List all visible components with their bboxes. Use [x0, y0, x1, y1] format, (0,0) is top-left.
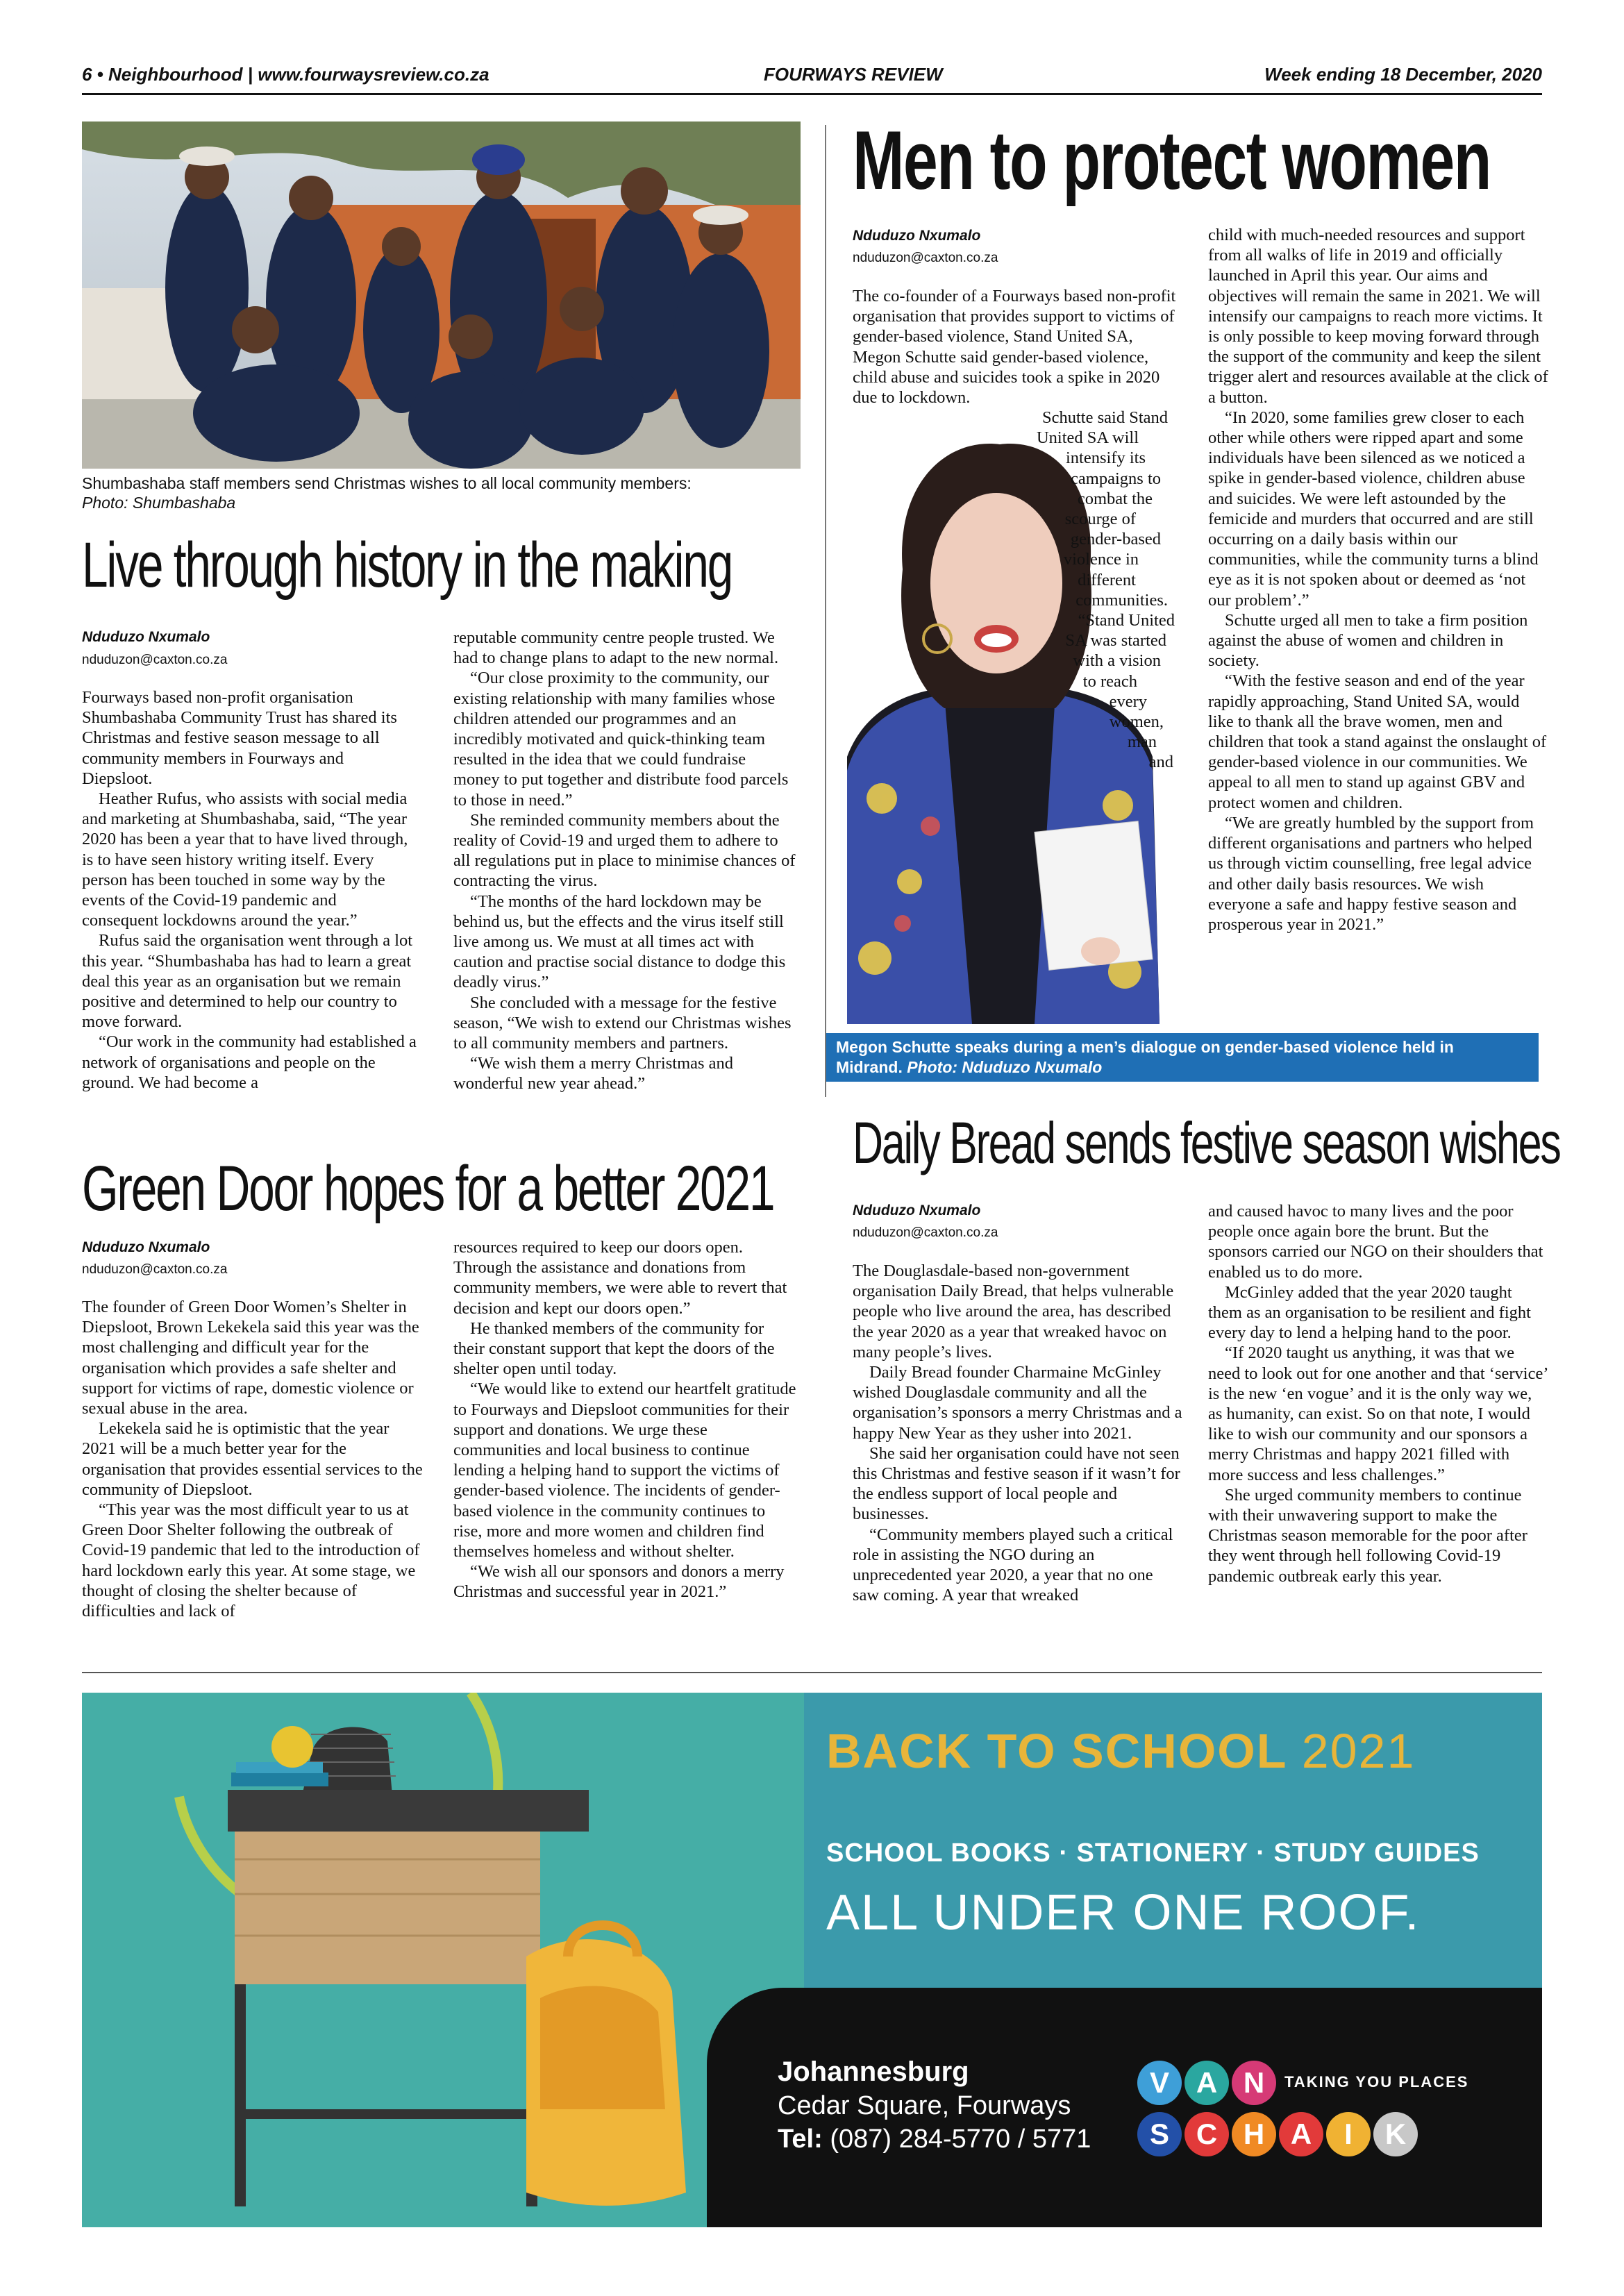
article3-wrap-text — [903, 408, 1180, 773]
wrap-line: combat the — [1077, 489, 1153, 508]
ad-tagline: ALL UNDER ONE ROOF. — [826, 1885, 1421, 1941]
logo-letter-a: A — [1184, 2061, 1229, 2105]
ad-phone — [778, 2125, 1091, 2154]
paragraph: Rufus said the organisation went through a lot this year. “Shumbashaba has had to learn a great deal this year as an organisation but we remain positive and determined to help our country to move forward. — [82, 931, 413, 1032]
paragraph: “Community members played such a critical role in assisting the NGO during an unprecedented year 2020, a year that no one saw coming. A year that wreaked — [853, 1525, 1173, 1605]
paragraph: Heather Rufus, who assists with social media and marketing at Shumbashaba, said, “The year 2020 has been a year that to have lived through, is to have seen history writing itself. Every person has been touched in some way by the events of the Covid-19 pandemic and consequent lockdowns around the year.” — [82, 789, 408, 930]
shumbashaba-group-photo — [82, 121, 801, 469]
paragraph: “This year was the most difficult year to us at Green Door Shelter following the outbreak of Covid-19 pandemic that led to the introduction of hard lockdown early this year. At some stage, we thought of closing the shelter because of difficulties and lack of — [82, 1500, 420, 1621]
page-header-center: FOURWAYS REVIEW — [764, 64, 943, 85]
paragraph: “We wish all our sponsors and donors a merry Christmas and successful year in 2021.” — [453, 1562, 785, 1602]
header-rule — [82, 93, 1542, 95]
ad-phone-number: (087) 284-5770 / 5771 — [830, 2125, 1091, 2154]
paragraph: He thanked members of the community for their constant support that kept the doors of the shelter open until today. — [453, 1318, 775, 1379]
paragraph: She concluded with a message for the festive season, “We wish to extend our Christmas wishes to all community members and partners. — [453, 993, 792, 1053]
ad-subtitle: SCHOOL BOOKS · STATIONERY · STUDY GUIDES — [826, 1838, 1480, 1868]
article2-byline: Nduduzo Nxumalo — [82, 1239, 210, 1255]
article1-column-2 — [453, 628, 796, 1094]
paragraph: “Our work in the community had established a network of organisations and people on the ground. We had become a — [82, 1032, 417, 1092]
wrap-line: campaigns to — [1071, 469, 1161, 488]
paragraph: Daily Bread founder Charmaine McGinley wished Douglasdale community and all the organisation’s sponsors a merry Christmas and a happy New Year as they usher into 2021. — [853, 1363, 1182, 1443]
article2-headline: Green Door hopes for a better 2021 — [82, 1153, 774, 1224]
paragraph: The co-founder of a Fourways based non-profit organisation that provides support to victims of gender-based violence, Stand United SA, Megon Schutte said gender-based violence, child abuse and suicides took a spike in 2020 due to lockdown. — [853, 287, 1176, 408]
wrap-line: intensify its — [1065, 449, 1146, 468]
paragraph: She reminded community members about the reality of Covid-19 and urged them to adhere to all regulations put in place to minimise chances of contracting the virus. — [453, 810, 796, 891]
wrap-line: with a vision — [1073, 651, 1161, 671]
wrap-line: and — [1148, 753, 1173, 772]
ad-top-rule — [82, 1672, 1542, 1673]
logo-letter-n: N — [1232, 2061, 1276, 2105]
van-schaik-advert — [82, 1693, 1542, 2227]
ad-address: Cedar Square, Fourways — [778, 2091, 1071, 2120]
group-photo-caption — [82, 474, 811, 512]
van-schaik-logo — [1137, 2061, 1526, 2172]
ad-phone-label: Tel: — [778, 2125, 823, 2154]
paragraph: Fourways based non-profit organisation Shumbashaba Community Trust has shared its Christmas and festive season message to all community members in Fourways and Diepsloot. — [82, 688, 397, 788]
logo-letter-s: S — [1137, 2112, 1182, 2156]
article3-column-2 — [1208, 225, 1548, 935]
article2-column-2 — [453, 1237, 797, 1602]
article3-headline: Men to protect women — [853, 114, 1491, 207]
article4-byline: Nduduzo Nxumalo — [853, 1203, 981, 1218]
article4-column-1 — [853, 1261, 1182, 1605]
logo-letter-k: K — [1373, 2112, 1418, 2156]
wrap-line: “Stand United — [1078, 611, 1175, 630]
wrap-line: gender-based — [1070, 530, 1161, 549]
paragraph: “We are greatly humbled by the support from different organisations and partners who helped us through victim counselling, free legal advice and other daily basis resources. We wish everyone a safe and happy festive season and prosperous year in 2021.” — [1208, 813, 1534, 934]
article3-intro — [853, 286, 1182, 408]
logo-letter-a2: A — [1279, 2112, 1323, 2156]
article4-column-2 — [1208, 1201, 1548, 1586]
logo-letter-v: V — [1137, 2061, 1182, 2105]
ad-title — [826, 1723, 1415, 1779]
wrap-line: Schutte said Stand — [1041, 408, 1168, 427]
logo-letter-h: H — [1232, 2112, 1276, 2156]
logo-letter-i: I — [1326, 2112, 1371, 2156]
paragraph: “We would like to extend our heartfelt gratitude to Fourways and Diepsloot communities for their support and donations. We urge these communities and local business to continue lending a helping hand to support the victims of gender-based violence. The incidents of gender-based violence in the community continues to rise, more and more women and children find themselves homeless and without shelter. — [453, 1380, 796, 1561]
portrait-caption-bar — [826, 1033, 1539, 1082]
page-header-right: Week ending 18 December, 2020 — [1264, 64, 1542, 85]
group-photo-caption-line1: Shumbashaba staff members send Christmas wishes to all local community members: — [82, 474, 692, 492]
article3-byline: Nduduzo Nxumalo — [853, 228, 981, 244]
paragraph: “With the festive season and end of the year rapidly approaching, Stand United SA, would like to thank all the brave women, men and children that took a stand against the onslaught of gender-based violence in our communities. We appeal to all men to stand up against GBV and protect women and children. — [1208, 671, 1547, 812]
wrap-line: women, — [1109, 712, 1164, 732]
paragraph: and caused havoc to many lives and the poor people once again bore the brunt. But the sponsors carried our NGO on their shoulders that enabled us to do more. — [1208, 1202, 1543, 1282]
page-header-left: 6 • Neighbourhood | www.fourwaysreview.co.za — [82, 64, 489, 85]
wrap-line: United SA will — [1036, 428, 1139, 448]
portrait-caption-line1: Megon Schutte speaks during a men’s dialogue on gender-based violence held in — [836, 1038, 1454, 1056]
wrap-line: communities. — [1075, 590, 1168, 610]
group-photo-caption-credit: Photo: Shumbashaba — [82, 494, 236, 512]
paragraph: “Our close proximity to the community, our existing relationship with many families whose children attended our programmes and an incredibly motivated and quick-thinking team resulted in the idea that we could fundraise money to put together and distribute food parcels to those in need.” — [453, 669, 789, 810]
paragraph: She urged community members to continue with their unwavering support to make the Christmas season memorable for the poor after they went through hell following Covid-19 pandemic outbreak early this year. — [1208, 1485, 1527, 1586]
article4-email: nduduzon@caxton.co.za — [853, 1225, 998, 1240]
logo-letter-c: C — [1184, 2112, 1229, 2156]
wrap-line: every — [1109, 692, 1147, 711]
paragraph: The Douglasdale-based non-government organisation Daily Bread, that helps vulnerable people who live around the area, has described the year 2020 as a year that wreaked havoc on many people’s lives. — [853, 1262, 1174, 1361]
wrap-line: scourge of — [1064, 510, 1136, 529]
wrap-line: violence in — [1063, 550, 1139, 569]
article1-headline: Live through history in the making — [82, 530, 733, 601]
article1-column-1 — [82, 687, 417, 1093]
ad-city: Johannesburg — [778, 2056, 969, 2087]
article4-headline: Daily Bread sends festive season wishes — [853, 1110, 1560, 1175]
portrait-caption-line2 — [836, 1057, 1529, 1078]
paragraph: resources required to keep our doors open. Through the assistance and donations from community members, we were able to revert that decision and kept our doors open.” — [453, 1238, 787, 1318]
article1-byline: Nduduzo Nxumalo — [82, 629, 210, 645]
article2-column-1 — [82, 1297, 426, 1621]
paragraph: McGinley added that the year 2020 taught them as an organisation to be resilient and fight every day to lend a helping hand to the poor. — [1208, 1282, 1531, 1343]
portrait-caption-place: Midrand. — [836, 1058, 903, 1076]
wrap-line: man — [1127, 732, 1157, 752]
logo-slogan: TAKING YOU PLACES — [1284, 2073, 1469, 2090]
paragraph: “We wish them a merry Christmas and wonderful new year ahead.” — [453, 1054, 734, 1093]
paragraph: child with much-needed resources and support from all walks of life in 2019 and officially launched in April this year. Our aims and objectives will remain the same in 2021. We will intensify our campaigns to reach more victims. It is only possible to keep moving forward through the support of the community and keep the silent trigger alert and resources available at the click of a button. — [1208, 226, 1548, 407]
paragraph: The founder of Green Door Women’s Shelter in Diepsloot, Brown Lekekela said this year was the most challenging and difficult year for the organisation which provides a safe shelter and support for victims of rape, domestic violence or sexual abuse in the area. — [82, 1298, 419, 1418]
wrap-line: different — [1078, 570, 1136, 589]
paragraph: “If 2020 taught us anything, it was that we need to look out for one another and that ‘service’ is the new ‘en vogue’ and it is the only way we, as humanity, can exist. So on that note, I would like to wish our community and our sponsors a merry Christmas and happy 2021 filled with more success and less challenges.” — [1208, 1343, 1548, 1484]
paragraph: “In 2020, some families grew closer to each other while others were ripped apart and some individuals have been silenced as we noticed a spike in gender-based violence, children abuse and suicides. We were left astounded by the femicide and murders that occurred and are still occurring on a daily basis within our communities, while the community turns a blind eye as it is not spoken about or deemed as ‘not our problem’.” — [1208, 408, 1539, 610]
article2-email: nduduzon@caxton.co.za — [82, 1262, 228, 1277]
wrap-line: to reach — [1082, 671, 1137, 691]
paragraph: Lekekela said he is optimistic that the year 2021 will be a much better year for the organisation that provides essential services to the community of Diepsloot. — [82, 1419, 423, 1499]
wrap-line: SA was started — [1065, 631, 1166, 651]
paragraph: She said her organisation could have not seen this Christmas and festive season if it wasn’t for the endless support of local people and businesses. — [853, 1443, 1180, 1524]
article1-email: nduduzon@caxton.co.za — [82, 653, 228, 667]
paragraph: reputable community centre people trusted. We had to change plans to adapt to the new normal. — [453, 628, 779, 668]
desk-and-backpack-illustration — [82, 1693, 804, 2227]
group-photo-illustration — [82, 121, 801, 469]
article3-email: nduduzon@caxton.co.za — [853, 251, 998, 265]
portrait-caption-credit: Photo: Nduduzo Nxumalo — [907, 1058, 1103, 1076]
ad-title-text: BACK TO SCHOOL — [826, 1724, 1287, 1778]
paragraph: “The months of the hard lockdown may be behind us, but the effects and the virus itself still live among us. We must at all times act with caution and practise social distance to dodge this deadly virus.” — [453, 891, 786, 992]
ad-title-year: 2021 — [1301, 1724, 1416, 1778]
paragraph: Schutte urged all men to take a firm position against the abuse of women and children in society. — [1208, 610, 1528, 671]
